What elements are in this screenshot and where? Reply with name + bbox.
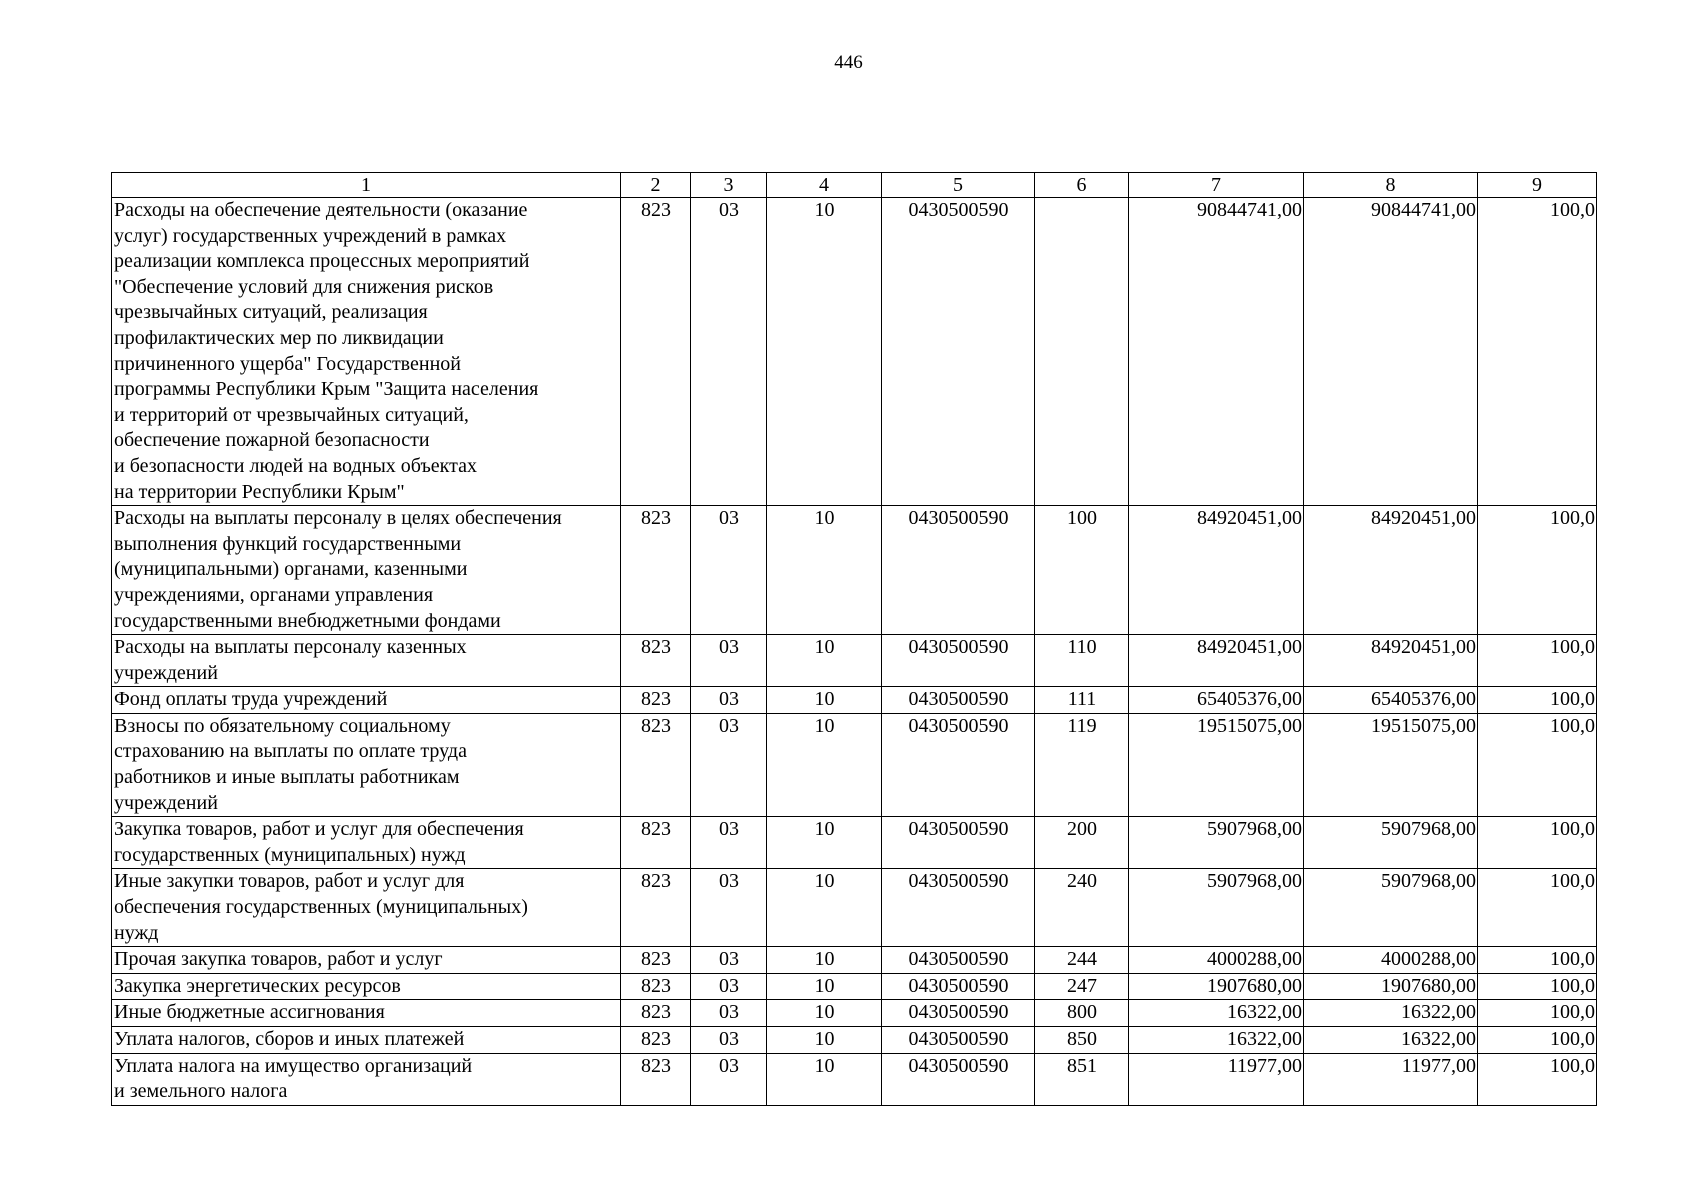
table-row: [112, 869, 1597, 947]
ministry-code-cell: 823: [621, 1000, 691, 1027]
target-article-cell: 0430500590: [882, 973, 1035, 1000]
header-cell-2: 2: [621, 173, 691, 198]
ministry-code-cell: 823: [621, 1053, 691, 1105]
ministry-code-cell: 823: [621, 635, 691, 687]
table-row: [112, 687, 1597, 714]
amount-col7-cell: 84920451,00: [1129, 635, 1304, 687]
ministry-code-cell: 823: [621, 973, 691, 1000]
expense-type-cell: 110: [1035, 635, 1129, 687]
section-code-cell: 03: [691, 1027, 767, 1054]
target-article-cell: 0430500590: [882, 713, 1035, 816]
expense-type-cell: 247: [1035, 973, 1129, 1000]
table-row: [112, 506, 1597, 635]
ministry-code-cell: 823: [621, 713, 691, 816]
expense-type-cell: 800: [1035, 1000, 1129, 1027]
subsection-code-cell: 10: [767, 947, 882, 974]
percent-cell: 100,0: [1478, 1027, 1597, 1054]
percent-cell: 100,0: [1478, 947, 1597, 974]
percent-cell: 100,0: [1478, 817, 1597, 869]
expense-name-line: и безопасности людей на водных объектах: [114, 454, 477, 477]
table-row: [112, 817, 1597, 869]
subsection-code-cell: 10: [767, 635, 882, 687]
page-number: 446: [834, 52, 863, 73]
percent-cell: 100,0: [1478, 687, 1597, 714]
table-body: [112, 198, 1597, 1106]
expense-type-cell: 244: [1035, 947, 1129, 974]
subsection-code-cell: 10: [767, 1000, 882, 1027]
expense-name-cell: [112, 687, 621, 714]
percent-cell: 100,0: [1478, 973, 1597, 1000]
expense-name-cell: [112, 1053, 621, 1105]
section-code-cell: 03: [691, 1053, 767, 1105]
expense-name-cell: [112, 817, 621, 869]
amount-col7-cell: 11977,00: [1129, 1053, 1304, 1105]
amount-col7-cell: 65405376,00: [1129, 687, 1304, 714]
subsection-code-cell: 10: [767, 869, 882, 947]
expense-name-cell: [112, 947, 621, 974]
budget-table: [111, 172, 1597, 1106]
amount-col8-cell: 84920451,00: [1304, 506, 1478, 635]
expense-type-cell: [1035, 198, 1129, 506]
target-article-cell: 0430500590: [882, 506, 1035, 635]
section-code-cell: 03: [691, 635, 767, 687]
amount-col8-cell: 16322,00: [1304, 1027, 1478, 1054]
header-cell-6: 6: [1035, 173, 1129, 198]
subsection-code-cell: 10: [767, 817, 882, 869]
amount-col7-cell: 16322,00: [1129, 1000, 1304, 1027]
percent-cell: 100,0: [1478, 198, 1597, 506]
expense-name-line: учреждений: [114, 791, 218, 814]
expense-name-line: профилактических мер по ликвидации: [114, 326, 444, 349]
table-row: [112, 1027, 1597, 1054]
expense-name-line: (муниципальными) органами, казенными: [114, 558, 468, 581]
expense-name-line: Взносы по обязательному социальному: [114, 714, 451, 737]
subsection-code-cell: 10: [767, 1053, 882, 1105]
expense-name-line: нужд: [114, 921, 159, 944]
amount-col7-cell: 5907968,00: [1129, 869, 1304, 947]
expense-name-line: Расходы на выплаты персоналу казенных: [114, 636, 467, 659]
section-code-cell: 03: [691, 687, 767, 714]
expense-name-cell: [112, 713, 621, 816]
expense-name-line: чрезвычайных ситуаций, реализация: [114, 301, 428, 324]
section-code-cell: 03: [691, 973, 767, 1000]
header-cell-7: 7: [1129, 173, 1304, 198]
header-cell-3: 3: [691, 173, 767, 198]
target-article-cell: 0430500590: [882, 1053, 1035, 1105]
expense-name-cell: [112, 973, 621, 1000]
ministry-code-cell: 823: [621, 947, 691, 974]
ministry-code-cell: 823: [621, 687, 691, 714]
amount-col8-cell: 84920451,00: [1304, 635, 1478, 687]
amount-col8-cell: 5907968,00: [1304, 817, 1478, 869]
expense-name-line: Закупка товаров, работ и услуг для обеспечения: [114, 818, 524, 841]
amount-col7-cell: 16322,00: [1129, 1027, 1304, 1054]
percent-cell: 100,0: [1478, 1000, 1597, 1027]
amount-col8-cell: 1907680,00: [1304, 973, 1478, 1000]
header-cell-1: 1: [112, 173, 621, 198]
table-row: [112, 973, 1597, 1000]
section-code-cell: 03: [691, 713, 767, 816]
amount-col8-cell: 5907968,00: [1304, 869, 1478, 947]
expense-name-line: Уплата налога на имущество организаций: [114, 1054, 473, 1077]
target-article-cell: 0430500590: [882, 635, 1035, 687]
expense-name-line: учреждениями, органами управления: [114, 583, 434, 606]
expense-name-line: Расходы на выплаты персоналу в целях обеспечения: [114, 507, 562, 530]
section-code-cell: 03: [691, 869, 767, 947]
header-cell-9: 9: [1478, 173, 1597, 198]
expense-name-line: обеспечения государственных (муниципальных): [114, 896, 528, 919]
percent-cell: 100,0: [1478, 635, 1597, 687]
percent-cell: 100,0: [1478, 1053, 1597, 1105]
expense-name-cell: [112, 198, 621, 506]
expense-name-line: Прочая закупка товаров, работ и услуг: [114, 948, 443, 971]
expense-name-line: Иные бюджетные ассигнования: [114, 1001, 385, 1024]
table-row: [112, 1053, 1597, 1105]
amount-col7-cell: 90844741,00: [1129, 198, 1304, 506]
table-row: [112, 713, 1597, 816]
expense-name-line: Закупка энергетических ресурсов: [114, 974, 401, 997]
expense-type-cell: 240: [1035, 869, 1129, 947]
expense-name-line: Фонд оплаты труда учреждений: [114, 688, 388, 711]
section-code-cell: 03: [691, 817, 767, 869]
subsection-code-cell: 10: [767, 973, 882, 1000]
target-article-cell: 0430500590: [882, 869, 1035, 947]
expense-name-line: "Обеспечение условий для снижения рисков: [114, 275, 494, 298]
expense-name-cell: [112, 869, 621, 947]
target-article-cell: 0430500590: [882, 817, 1035, 869]
amount-col7-cell: 1907680,00: [1129, 973, 1304, 1000]
subsection-code-cell: 10: [767, 506, 882, 635]
section-code-cell: 03: [691, 506, 767, 635]
table-row: [112, 947, 1597, 974]
expense-name-line: реализации комплекса процессных мероприятий: [114, 250, 530, 273]
expense-name-line: Иные закупки товаров, работ и услуг для: [114, 870, 465, 893]
expense-name-line: услуг) государственных учреждений в рамках: [114, 224, 507, 247]
expense-type-cell: 111: [1035, 687, 1129, 714]
expense-name-line: выполнения функций государственными: [114, 532, 462, 555]
expense-name-line: и территорий от чрезвычайных ситуаций,: [114, 403, 469, 426]
subsection-code-cell: 10: [767, 198, 882, 506]
percent-cell: 100,0: [1478, 869, 1597, 947]
percent-cell: 100,0: [1478, 713, 1597, 816]
target-article-cell: 0430500590: [882, 1000, 1035, 1027]
expense-name-line: работников и иные выплаты работникам: [114, 766, 460, 789]
table-row: [112, 635, 1597, 687]
table-row: [112, 1000, 1597, 1027]
amount-col8-cell: 90844741,00: [1304, 198, 1478, 506]
ministry-code-cell: 823: [621, 198, 691, 506]
expense-type-cell: 119: [1035, 713, 1129, 816]
header-cell-5: 5: [882, 173, 1035, 198]
expense-name-line: на территории Республики Крым": [114, 480, 405, 503]
amount-col8-cell: 11977,00: [1304, 1053, 1478, 1105]
expense-name-line: программы Республики Крым "Защита населения: [114, 378, 539, 401]
expense-name-cell: [112, 1000, 621, 1027]
target-article-cell: 0430500590: [882, 1027, 1035, 1054]
header-cell-4: 4: [767, 173, 882, 198]
expense-name-line: обеспечение пожарной безопасности: [114, 429, 430, 452]
section-code-cell: 03: [691, 198, 767, 506]
expense-name-cell: [112, 506, 621, 635]
expense-name-line: Расходы на обеспечение деятельности (оказание: [114, 199, 528, 221]
amount-col7-cell: 19515075,00: [1129, 713, 1304, 816]
expense-name-cell: [112, 1027, 621, 1054]
subsection-code-cell: 10: [767, 687, 882, 714]
ministry-code-cell: 823: [621, 506, 691, 635]
expense-type-cell: 851: [1035, 1053, 1129, 1105]
amount-col8-cell: 16322,00: [1304, 1000, 1478, 1027]
subsection-code-cell: 10: [767, 1027, 882, 1054]
percent-cell: 100,0: [1478, 506, 1597, 635]
expense-name-line: учреждений: [114, 661, 218, 684]
expense-name-line: государственными внебюджетными фондами: [114, 609, 501, 632]
expense-name-line: и земельного налога: [114, 1080, 288, 1103]
target-article-cell: 0430500590: [882, 947, 1035, 974]
expense-name-cell: [112, 635, 621, 687]
amount-col7-cell: 5907968,00: [1129, 817, 1304, 869]
subsection-code-cell: 10: [767, 713, 882, 816]
amount-col7-cell: 84920451,00: [1129, 506, 1304, 635]
expense-name-line: причиненного ущерба" Государственной: [114, 352, 461, 375]
ministry-code-cell: 823: [621, 869, 691, 947]
amount-col8-cell: 4000288,00: [1304, 947, 1478, 974]
ministry-code-cell: 823: [621, 1027, 691, 1054]
table-row: [112, 198, 1597, 506]
expense-type-cell: 100: [1035, 506, 1129, 635]
expense-name-line: Уплата налогов, сборов и иных платежей: [114, 1028, 465, 1050]
amount-col8-cell: 65405376,00: [1304, 687, 1478, 714]
ministry-code-cell: 823: [621, 817, 691, 869]
amount-col8-cell: 19515075,00: [1304, 713, 1478, 816]
amount-col7-cell: 4000288,00: [1129, 947, 1304, 974]
target-article-cell: 0430500590: [882, 687, 1035, 714]
expense-name-line: страхованию на выплаты по оплате труда: [114, 740, 467, 763]
target-article-cell: 0430500590: [882, 198, 1035, 506]
expense-type-cell: 850: [1035, 1027, 1129, 1054]
section-code-cell: 03: [691, 1000, 767, 1027]
section-code-cell: 03: [691, 947, 767, 974]
expense-type-cell: 200: [1035, 817, 1129, 869]
expense-name-line: государственных (муниципальных) нужд: [114, 843, 466, 866]
header-row: [112, 173, 1597, 198]
header-cell-8: 8: [1304, 173, 1478, 198]
